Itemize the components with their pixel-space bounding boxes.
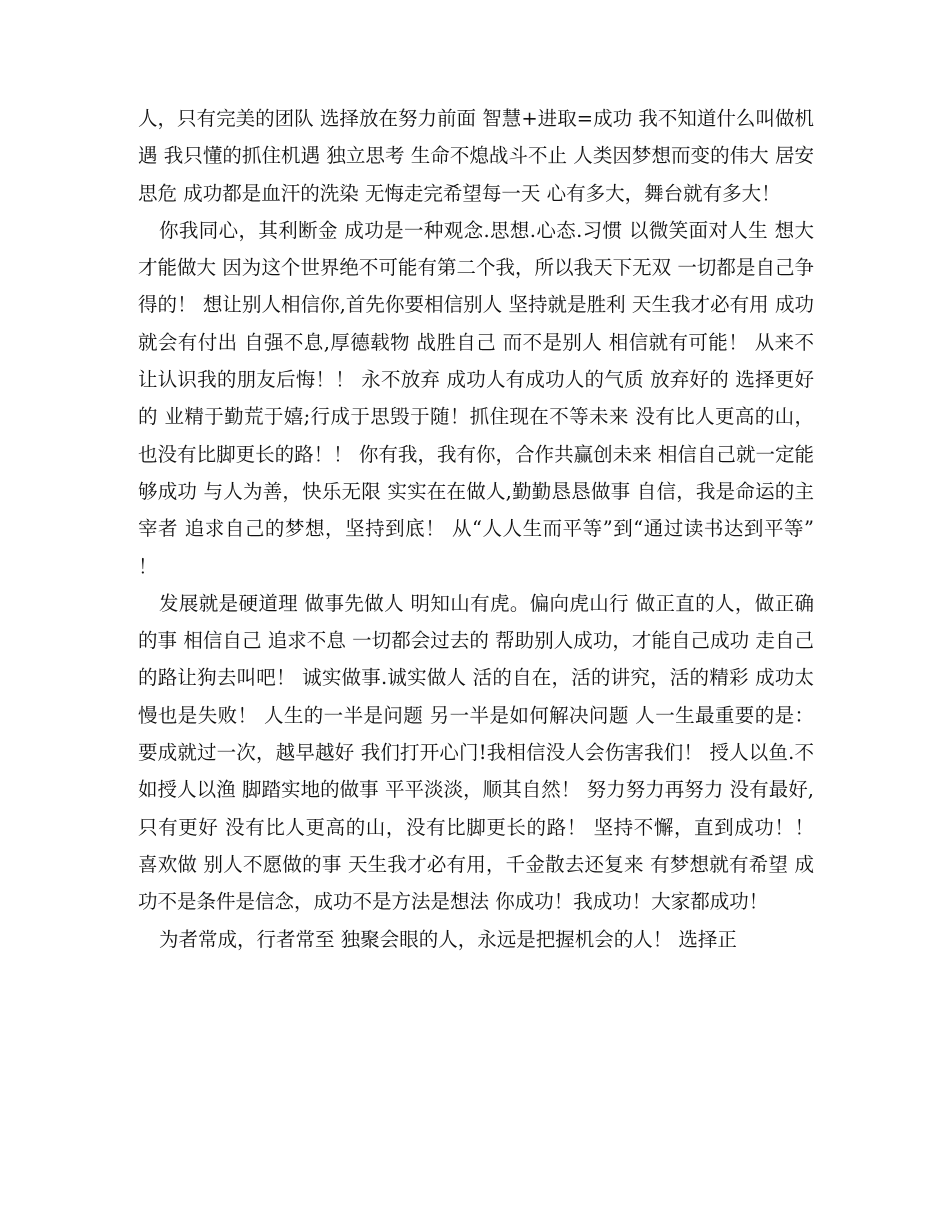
- paragraph-4: 为者常成，行者常至 独聚会眼的人，永远是把握机会的人！ 选择正: [159, 927, 737, 951]
- paragraph-2: 你我同心，其利断金 成功是一种观念.思想.心态.习惯 以微笑面对人生 想大才能做大 因为这个世界绝不可能有第二个我，所以我天下无双 一切都是自己争得的！ 想让别人相信你,首先你要相信别人 坚持就是胜利 天生我才必有用 成功就会有付出 自强不息,厚德载物 战胜自己 而不是别人 相信就有可能！ 从来不让认识我的朋友后悔！！ 永不放弃 成功人有成功人的气质 放弃好的 选择更好的 业精于勤荒于嬉;行成于思毁于随！抓住现在不等未来 没有比人更高的山，也没有比脚更长的路！！ 你有我，我有你，合作共赢创未来 相信自己就一定能够成功 与人为善，快乐无限 实实在在做人,勤勤恳恳做事 自信，我是命运的主宰者 追求自己的梦想，坚持到底！ 从“人人生而平等”到“通过读书达到平等”！: [138, 218, 814, 578]
- document-page: [138, 100, 814, 958]
- paragraph-3: 发展就是硬道理 做事先做人 明知山有虎。偏向虎山行 做正直的人，做正确的事 相信自己 追求不息 一切都会过去的 帮助别人成功，才能自己成功 走自己的路让狗去叫吧！ 诚实做事.诚实做人 活的自在，活的讲究，活的精彩 成功太慢也是失败！ 人生的一半是问题 另一半是如何解决问题 人一生最重要的是：要成就过一次，越早越好 我们打开心门!我相信没人会伤害我们！ 授人以鱼.不如授人以渔 脚踏实地的做事 平平淡淡，顺其自然！ 努力努力再努力 没有最好,只有更好 没有比人更高的山，没有比脚更长的路！ 坚持不懈，直到成功！！ 喜欢做 别人不愿做的事 天生我才必有用，千金散去还复来 有梦想就有希望 成功不是条件是信念，成功不是方法是想法 你成功！我成功！大家都成功！: [138, 591, 814, 914]
- paragraph-1: 人，只有完美的团队 选择放在努力前面 智慧+进取=成功 我不知道什么叫做机遇 我只懂的抓住机遇 独立思考 生命不熄战斗不止 人类因梦想而变的伟大 居安思危 成功都是血汗的洗染 无悔走完希望每一天 心有多大，舞台就有多大！: [138, 107, 814, 205]
